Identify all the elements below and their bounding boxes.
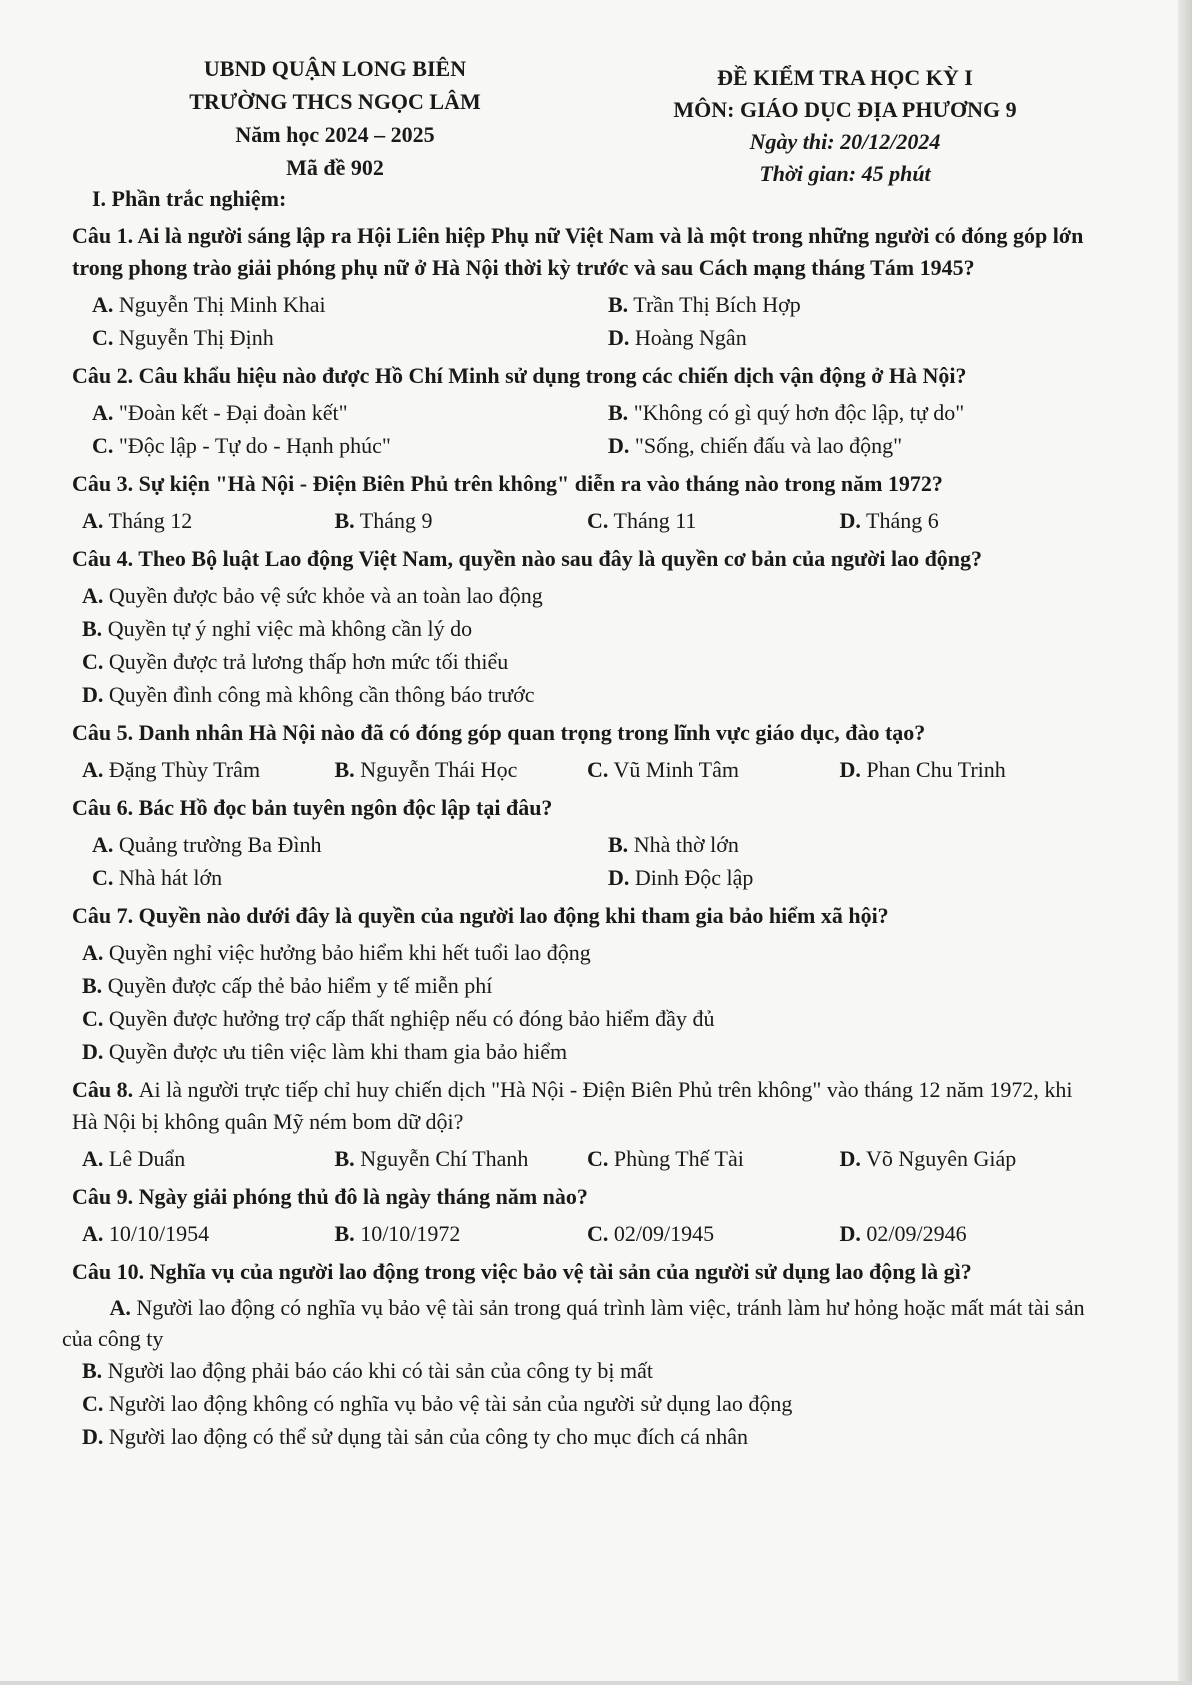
question-text: Sự kiện "Hà Nội - Điện Biên Phủ trên không" diễn ra vào tháng nào trong năm 1972? <box>138 471 943 496</box>
question-label: Câu 1. <box>72 223 134 248</box>
question-text: Ai là người trực tiếp chỉ huy chiến dịch "Hà Nội - Điện Biên Phủ trên không" vào tháng 12 năm 1972, khi Hà Nội bị không quân Mỹ ném bom dữ dội? <box>72 1077 1073 1134</box>
question-label: Câu 6. <box>72 795 134 820</box>
page-edge-shadow <box>1178 0 1192 1685</box>
option-b: B. Người lao động phải báo cáo khi có tài sản của công ty bị mất <box>82 1358 653 1383</box>
question-label: Câu 4. <box>72 546 134 571</box>
option-d: D. Hoàng Ngân <box>608 325 747 350</box>
question-text: Bác Hồ đọc bản tuyên ngôn độc lập tại đâu? <box>138 795 553 820</box>
question-7 <box>62 900 1092 1068</box>
page-bottom-edge <box>0 1681 1192 1685</box>
option-c: C. Phùng Thế Tài <box>587 1146 744 1171</box>
exam-duration: Thời gian: 45 phút <box>759 161 931 186</box>
option-b: B. Quyền tự ý nghỉ việc mà không cần lý do <box>82 616 473 641</box>
question-text: Nghĩa vụ của người lao động trong việc bảo vệ tài sản của người sử dụng lao động là gì? <box>149 1259 972 1284</box>
exam-code: Mã đề 902 <box>286 155 384 180</box>
option-b: B. Quyền được cấp thẻ bảo hiểm y tế miễn phí <box>82 973 493 998</box>
option-c: C. Quyền được trả lương thấp hơn mức tối thiểu <box>82 649 509 674</box>
option-b: B. Tháng 9 <box>334 508 433 533</box>
option-a: A. Quyền được bảo vệ sức khỏe và an toàn lao động <box>82 583 543 608</box>
question-1 <box>62 220 1092 354</box>
question-text: Ai là người sáng lập ra Hội Liên hiệp Phụ nữ Việt Nam và là một trong những người có đóng góp lớn trong phong trào giải phóng phụ nữ ở Hà Nội thời kỳ trước và sau Cách mạng tháng Tám 1945? <box>72 223 1084 280</box>
option-c: C. Người lao động không có nghĩa vụ bảo vệ tài sản của người sử dụng lao động <box>82 1391 793 1416</box>
option-c: C. Tháng 11 <box>587 508 697 533</box>
question-text: Câu khẩu hiệu nào được Hồ Chí Minh sử dụng trong các chiến dịch vận động ở Hà Nội? <box>138 363 967 388</box>
header-right <box>640 62 1050 190</box>
option-c: C. Vũ Minh Tâm <box>587 757 739 782</box>
question-label: Câu 7. <box>72 903 134 928</box>
option-d: D. Dinh Độc lập <box>608 865 754 890</box>
option-c: C. 02/09/1945 <box>587 1221 715 1246</box>
school-year: Năm học 2024 – 2025 <box>235 122 435 147</box>
option-a: A. Quảng trường Ba Đình <box>92 832 322 857</box>
question-5 <box>62 717 1092 786</box>
option-b: B. Nguyễn Thái Học <box>334 757 518 782</box>
question-6 <box>62 792 1092 894</box>
question-text: Ngày giải phóng thủ đô là ngày tháng năm nào? <box>138 1184 588 1209</box>
question-2 <box>62 360 1092 462</box>
option-b: B. Trần Thị Bích Hợp <box>608 292 801 317</box>
option-c: C. "Độc lập - Tự do - Hạnh phúc" <box>92 433 391 458</box>
section-title: I. Phần trắc nghiệm: <box>92 186 287 211</box>
option-d: D. Quyền được ưu tiên việc làm khi tham gia bảo hiểm <box>82 1039 568 1064</box>
option-d: D. 02/09/2946 <box>839 1221 967 1246</box>
question-4 <box>62 543 1092 711</box>
exam-title: ĐỀ KIỂM TRA HỌC KỲ I <box>717 65 973 90</box>
question-label: Câu 8. <box>72 1077 134 1102</box>
question-label: Câu 2. <box>72 363 134 388</box>
question-text: Quyền nào dưới đây là quyền của người lao động khi tham gia bảo hiểm xã hội? <box>138 903 889 928</box>
question-label: Câu 10. <box>72 1259 145 1284</box>
option-a: A. Lê Duẩn <box>82 1146 186 1171</box>
option-d: D. Tháng 6 <box>839 508 939 533</box>
question-label: Câu 9. <box>72 1184 134 1209</box>
option-a: A. Người lao động có nghĩa vụ bảo vệ tài sản trong quá trình làm việc, tránh làm hư hỏng hoặc mất mát tài sản của công ty <box>62 1295 1085 1351</box>
option-c: C. Nhà hát lớn <box>92 865 223 890</box>
school-name: TRƯỜNG THCS NGỌC LÂM <box>189 89 481 114</box>
option-b: B. 10/10/1972 <box>334 1221 461 1246</box>
question-10 <box>62 1256 1092 1453</box>
district-name: UBND QUẬN LONG BIÊN <box>203 56 467 81</box>
option-a: A. Tháng 12 <box>82 508 193 533</box>
option-d: D. Người lao động có thể sử dụng tài sản của công ty cho mục đích cá nhân <box>82 1424 748 1449</box>
option-d: D. Quyền đình công mà không cần thông báo trước <box>82 682 535 707</box>
option-d: D. Võ Nguyên Giáp <box>839 1146 1017 1171</box>
option-a: A. Đặng Thùy Trâm <box>82 757 261 782</box>
question-label: Câu 5. <box>72 720 134 745</box>
question-3 <box>62 468 1092 537</box>
subject-name: MÔN: GIÁO DỤC ĐỊA PHƯƠNG 9 <box>673 97 1017 122</box>
exam-content <box>62 186 1092 1453</box>
question-text: Danh nhân Hà Nội nào đã có đóng góp quan trọng trong lĩnh vực giáo dục, đào tạo? <box>138 720 926 745</box>
exam-date: Ngày thi: 20/12/2024 <box>749 129 941 154</box>
question-9 <box>62 1181 1092 1250</box>
option-b: B. Nhà thờ lớn <box>608 832 739 857</box>
option-a: A. 10/10/1954 <box>82 1221 210 1246</box>
option-d: D. "Sống, chiến đấu và lao động" <box>608 433 903 458</box>
option-b: B. "Không có gì quý hơn độc lập, tự do" <box>608 400 965 425</box>
question-8 <box>62 1074 1092 1175</box>
option-c: C. Quyền được hưởng trợ cấp thất nghiệp nếu có đóng bảo hiểm đầy đủ <box>82 1006 715 1031</box>
option-b: B. Nguyễn Chí Thanh <box>334 1146 529 1171</box>
option-c: C. Nguyễn Thị Định <box>92 325 274 350</box>
option-a: A. Nguyễn Thị Minh Khai <box>92 292 326 317</box>
header-left <box>140 52 530 184</box>
question-text: Theo Bộ luật Lao động Việt Nam, quyền nào sau đây là quyền cơ bản của người lao động? <box>138 546 983 571</box>
option-d: D. Phan Chu Trinh <box>839 757 1006 782</box>
option-a: A. Quyền nghỉ việc hưởng bảo hiểm khi hết tuổi lao động <box>82 940 591 965</box>
option-a: A. "Đoàn kết - Đại đoàn kết" <box>92 400 348 425</box>
question-label: Câu 3. <box>72 471 134 496</box>
